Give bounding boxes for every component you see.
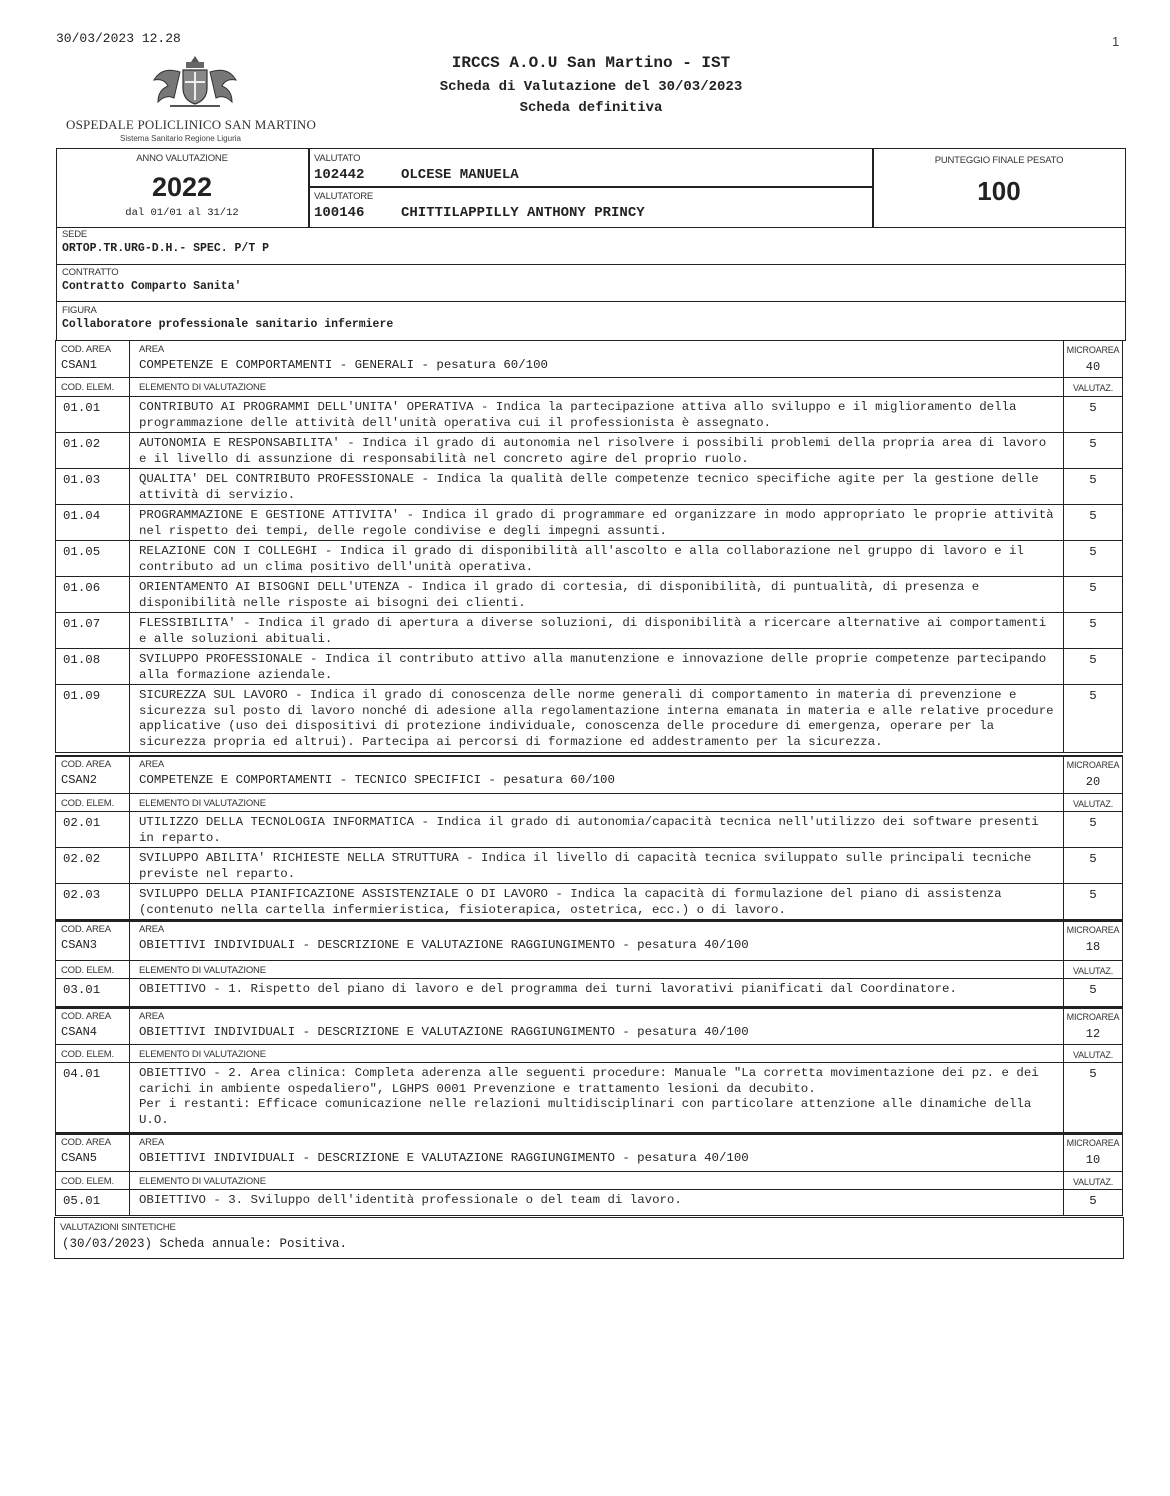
item-divider <box>129 848 130 884</box>
document-status: Scheda definitiva <box>519 100 663 116</box>
item-divider <box>129 979 130 1007</box>
item-divider <box>129 397 130 433</box>
area-code: CSAN1 <box>61 358 98 372</box>
microarea-value: 10 <box>1085 1153 1101 1167</box>
hospital-logo-subtext: Sistema Sanitario Regione Liguria <box>120 134 241 143</box>
item-description <box>139 400 1057 431</box>
item-desc-text: Indica il grado di disponibilità all'ascolto e alla collaborazione nel gruppo di lavoro e il contributo ad un clima positivo dell'unità operativa. <box>139 544 1032 574</box>
item-score: 5 <box>1089 653 1097 667</box>
valutatore-label: VALUTATORE <box>314 191 374 202</box>
contratto-label: CONTRATTO <box>62 267 119 278</box>
sede-value: ORTOP.TR.URG-D.H.- SPEC. P/T P <box>62 242 270 255</box>
item-score: 5 <box>1089 401 1097 415</box>
item-code: 01.02 <box>63 437 101 451</box>
microarea-label: MICROAREA <box>1066 760 1120 770</box>
item-separator: - <box>287 688 311 702</box>
hospital-logo-name: OSPEDALE POLICLINICO SAN MARTINO <box>66 117 317 132</box>
item-description <box>139 508 1062 539</box>
contratto-value: Contratto Comparto Sanita' <box>62 280 242 293</box>
item-separator: - <box>473 400 496 414</box>
figura-value: Collaboratore professionale sanitario infermiere <box>62 318 394 331</box>
page-number: 1 <box>1112 34 1120 49</box>
valutatore-name: CHITTILAPPILLY ANTHONY PRINCY <box>401 205 645 221</box>
item-desc-text: 3. Sviluppo dell'identità professionale o del team di lavoro. <box>228 1193 682 1207</box>
item-description <box>139 982 1057 998</box>
item-code: 01.05 <box>63 545 101 559</box>
item-description <box>139 815 1057 846</box>
item-separator: - <box>339 436 363 450</box>
microarea-value: 18 <box>1085 940 1101 954</box>
valutato-name: OLCESE MANUELA <box>401 167 519 183</box>
item-desc-text: Indica il grado di cortesia, di disponibilità, di puntualità, di presenza e disponibilità nelle risposte ai bisogni dei clienti. <box>139 580 987 610</box>
item-divider <box>129 685 130 753</box>
item-desc-text: 1. Rispetto del piano di lavoro e del programma dei turni lavorativi pianificati dal Coordinatore. <box>228 982 957 996</box>
valutaz-label: VALUTAZ. <box>1072 966 1114 976</box>
area-title: OBIETTIVI INDIVIDUALI - DESCRIZIONE E VALUTAZIONE RAGGIUNGIMENTO - pesatura 40/100 <box>139 1151 749 1165</box>
item-score: 5 <box>1089 689 1097 703</box>
item-desc-text: Indica il livello di capacità tecnica sviluppato sulle principali tecniche previste nel reparto. <box>139 851 1039 881</box>
elemento-label: ELEMENTO DI VALUTAZIONE <box>139 1176 266 1187</box>
microarea-value: 12 <box>1085 1027 1101 1041</box>
item-title: OBIETTIVO <box>139 982 206 996</box>
item-title: QUALITA' DEL CONTRIBUTO PROFESSIONALE <box>139 472 415 486</box>
element-divider <box>129 1045 130 1063</box>
item-title: SVILUPPO DELLA PIANIFICAZIONE ASSISTENZIALE O DI LAVORO <box>139 887 548 901</box>
sintetiche-label: VALUTAZIONI SINTETICHE <box>60 1222 176 1233</box>
item-code: 04.01 <box>63 1067 101 1081</box>
element-divider <box>129 1172 130 1190</box>
item-separator: - <box>414 472 437 486</box>
area-divider <box>129 340 130 378</box>
item-description <box>139 1193 1057 1209</box>
area-divider <box>129 755 130 794</box>
area-divider <box>129 1133 130 1172</box>
anno-value: 2022 <box>151 172 213 202</box>
item-score: 5 <box>1089 473 1097 487</box>
item-score: 5 <box>1089 509 1097 523</box>
microarea-label: MICROAREA <box>1066 925 1120 935</box>
item-desc-text: Indica il grado di apertura a diverse soluzioni, di disponibilità a ricercare alternative ai comportamenti e alle soluzioni abituali. <box>139 616 1054 646</box>
cod-elem-label: COD. ELEM. <box>61 1049 114 1060</box>
figura-label: FIGURA <box>62 305 97 316</box>
anno-period: dal 01/01 al 31/12 <box>125 207 239 219</box>
item-divider <box>129 577 130 613</box>
item-divider <box>129 884 130 920</box>
item-separator: - <box>235 616 258 630</box>
elemento-label: ELEMENTO DI VALUTAZIONE <box>139 798 266 809</box>
item-title: ORIENTAMENTO AI BISOGNI DELL'UTENZA <box>139 580 400 594</box>
valutaz-label: VALUTAZ. <box>1072 1050 1114 1060</box>
item-separator: - <box>547 887 571 901</box>
area-divider <box>129 1007 130 1045</box>
item-score: 5 <box>1089 1067 1097 1081</box>
item-score: 5 <box>1089 545 1097 559</box>
item-divider <box>129 613 130 649</box>
microarea-value: 40 <box>1085 360 1101 374</box>
item-desc-text: Indica il grado di conoscenza delle norme generali di comportamento in materia di prevenzione e sicurezza sul posto di lavoro nonché di adesione alla regolamentazione interna emanata in materia e alle relative procedure applicative (uso dei dispositivi di protezione individuale, conoscenza delle procedure di emergenza, operare per la sicurezza propria ed altrui). Partecipa ai percorsi di formazione ed addestramento per la sicurezza. <box>139 688 1062 749</box>
item-title: AUTONOMIA E RESPONSABILITA' <box>139 436 340 450</box>
item-desc-text: Indica il grado di autonomia nel risolvere i possibili problemi della propria area di lavoro e il livello di assunzione di responsabilità nel concreto agire del proprio ruolo. <box>139 436 1054 466</box>
cod-elem-label: COD. ELEM. <box>61 798 114 809</box>
elemento-label: ELEMENTO DI VALUTAZIONE <box>139 965 266 976</box>
area-title: COMPETENZE E COMPORTAMENTI - TECNICO SPECIFICI - pesatura 60/100 <box>139 773 615 787</box>
area-title: COMPETENZE E COMPORTAMENTI - GENERALI - pesatura 60/100 <box>139 358 548 372</box>
item-code: 02.03 <box>63 888 101 902</box>
area-label: AREA <box>139 924 165 935</box>
item-description <box>139 1066 1057 1128</box>
item-score: 5 <box>1089 581 1097 595</box>
area-title: OBIETTIVI INDIVIDUALI - DESCRIZIONE E VALUTAZIONE RAGGIUNGIMENTO - pesatura 40/100 <box>139 938 749 952</box>
element-divider <box>129 794 130 812</box>
area-code: CSAN5 <box>61 1151 98 1165</box>
item-description <box>139 544 1057 575</box>
valutato-label: VALUTATO <box>314 153 361 164</box>
item-description <box>139 688 1062 750</box>
item-desc-text: Indica il contributo attivo alla manutenzione e innovazione delle proprie competenze partecipando alla formazione aziendale. <box>139 652 1054 682</box>
item-code: 01.01 <box>63 401 101 415</box>
item-title: UTILIZZO DELLA TECNOLOGIA INFORMATICA <box>139 815 415 829</box>
item-score: 5 <box>1089 437 1097 451</box>
item-score: 5 <box>1089 852 1097 866</box>
item-separator: - <box>414 815 437 829</box>
microarea-label: MICROAREA <box>1066 1012 1120 1022</box>
area-code: CSAN3 <box>61 938 98 952</box>
anno-label: ANNO VALUTAZIONE <box>136 153 228 164</box>
valutatore-code: 100146 <box>314 205 365 221</box>
element-divider <box>129 378 130 397</box>
item-title: FLESSIBILITA' <box>139 616 236 630</box>
item-separator: - <box>317 544 340 558</box>
item-desc-text: Indica il grado di autonomia/capacità tecnica nell'utilizzo dei software presenti in reparto. <box>139 815 1047 845</box>
item-score: 5 <box>1089 888 1097 902</box>
item-code: 01.03 <box>63 473 101 487</box>
item-title: PROGRAMMAZIONE E GESTIONE ATTIVITA' <box>139 508 400 522</box>
item-separator: - <box>205 1066 229 1080</box>
punteggio-value: 100 <box>977 176 1021 206</box>
item-title: SICUREZZA SUL LAVORO <box>139 688 288 702</box>
elemento-label: ELEMENTO DI VALUTAZIONE <box>139 382 266 393</box>
item-separator: - <box>458 851 482 865</box>
item-title: OBIETTIVO <box>139 1193 206 1207</box>
item-title: RELAZIONE CON I COLLEGHI <box>139 544 318 558</box>
area-code: CSAN4 <box>61 1025 98 1039</box>
item-description <box>139 652 1057 683</box>
item-divider <box>129 433 130 469</box>
item-desc-text: 2. Area clinica: Completa aderenza alle seguenti procedure: Manuale "La corretta movimentazione dei pz. e dei carichi in ambiente ospedaliero", LGHPS 0001 Prevenzione e trattamento lesioni da decubito. Per i restanti: Efficace comunicazione nelle relazioni multidisciplinari con particolare attenzione alle dinamiche della U.O. <box>139 1066 1039 1127</box>
item-desc-text: Indica la partecipazione attiva allo sviluppo e il miglioramento della programmazione delle attività dell'unità operativa cui il professionista è assegnato. <box>139 400 1024 430</box>
area-label: AREA <box>139 1011 165 1022</box>
cod-elem-label: COD. ELEM. <box>61 382 114 393</box>
area-divider <box>129 920 130 961</box>
area-label: AREA <box>139 759 165 770</box>
item-code: 02.01 <box>63 816 101 830</box>
microarea-value: 20 <box>1085 775 1101 789</box>
item-description <box>139 472 1057 503</box>
sede-label: SEDE <box>62 229 88 240</box>
item-desc-text: Indica il grado di programmare ed organizzare in modo appropriato le proprie attività nel rispetto dei tempi, delle regole condivise e degli impegni assunti. <box>139 508 1062 538</box>
item-title: SVILUPPO PROFESSIONALE <box>139 652 303 666</box>
item-divider <box>129 541 130 577</box>
item-score: 5 <box>1089 816 1097 830</box>
item-code: 05.01 <box>63 1194 101 1208</box>
cod-elem-label: COD. ELEM. <box>61 1176 114 1187</box>
cod-area-label: COD. AREA <box>61 1137 111 1148</box>
item-separator: - <box>205 1193 229 1207</box>
valutaz-label: VALUTAZ. <box>1072 799 1114 809</box>
item-title: OBIETTIVO <box>139 1066 206 1080</box>
item-score: 5 <box>1089 1194 1097 1208</box>
item-desc-text: Indica la qualità delle competenze tecnico specifiche agite per la gestione delle attività di servizio. <box>139 472 1047 502</box>
valutato-code: 102442 <box>314 167 365 183</box>
cod-area-label: COD. AREA <box>61 924 111 935</box>
item-divider <box>129 649 130 685</box>
elemento-label: ELEMENTO DI VALUTAZIONE <box>139 1049 266 1060</box>
print-timestamp: 30/03/2023 12.28 <box>56 31 181 46</box>
valutaz-label: VALUTAZ. <box>1072 1177 1114 1187</box>
cod-area-label: COD. AREA <box>61 1011 111 1022</box>
cod-area-label: COD. AREA <box>61 344 111 355</box>
item-description <box>139 616 1057 647</box>
area-title: OBIETTIVI INDIVIDUALI - DESCRIZIONE E VALUTAZIONE RAGGIUNGIMENTO - pesatura 40/100 <box>139 1025 749 1039</box>
cod-area-label: COD. AREA <box>61 759 111 770</box>
punteggio-label: PUNTEGGIO FINALE PESATO <box>934 155 1064 166</box>
item-code: 01.09 <box>63 689 101 703</box>
item-code: 01.07 <box>63 617 101 631</box>
sintetiche-value: (30/03/2023) Scheda annuale: Positiva. <box>62 1237 348 1251</box>
microarea-label: MICROAREA <box>1066 345 1120 355</box>
area-label: AREA <box>139 344 165 355</box>
cod-elem-label: COD. ELEM. <box>61 965 114 976</box>
item-code: 01.04 <box>63 509 101 523</box>
item-description <box>139 436 1057 467</box>
item-score: 5 <box>1089 983 1097 997</box>
item-description <box>139 887 1057 918</box>
area-code: CSAN2 <box>61 773 98 787</box>
item-code: 01.06 <box>63 581 101 595</box>
item-separator: - <box>399 580 422 594</box>
element-divider <box>129 961 130 979</box>
item-code: 02.02 <box>63 852 101 866</box>
item-separator: - <box>302 652 325 666</box>
item-title: SVILUPPO ABILITA' RICHIESTE NELLA STRUTTURA <box>139 851 459 865</box>
microarea-label: MICROAREA <box>1066 1138 1120 1148</box>
item-divider <box>129 469 130 505</box>
item-divider <box>129 812 130 848</box>
item-description <box>139 580 1057 611</box>
item-description <box>139 851 1057 882</box>
item-score: 5 <box>1089 617 1097 631</box>
item-separator: - <box>205 982 229 996</box>
item-title: CONTRIBUTO AI PROGRAMMI DELL'UNITA' OPERATIVA <box>139 400 474 414</box>
item-divider <box>129 1190 130 1216</box>
item-code: 03.01 <box>63 983 101 997</box>
document-title: IRCCS A.O.U San Martino - IST <box>451 54 731 72</box>
item-separator: - <box>399 508 422 522</box>
item-code: 01.08 <box>63 653 101 667</box>
area-label: AREA <box>139 1137 165 1148</box>
item-desc-text: Indica la capacità di formulazione del piano di assistenza (contenuto nella cartella infermieristica, fisioterapica, ostetrica, ecc.) o di lavoro. <box>139 887 1009 917</box>
item-divider <box>129 505 130 541</box>
valutaz-label: VALUTAZ. <box>1072 383 1114 393</box>
document-subtitle: Scheda di Valutazione del 30/03/2023 <box>439 79 743 95</box>
item-divider <box>129 1063 130 1133</box>
